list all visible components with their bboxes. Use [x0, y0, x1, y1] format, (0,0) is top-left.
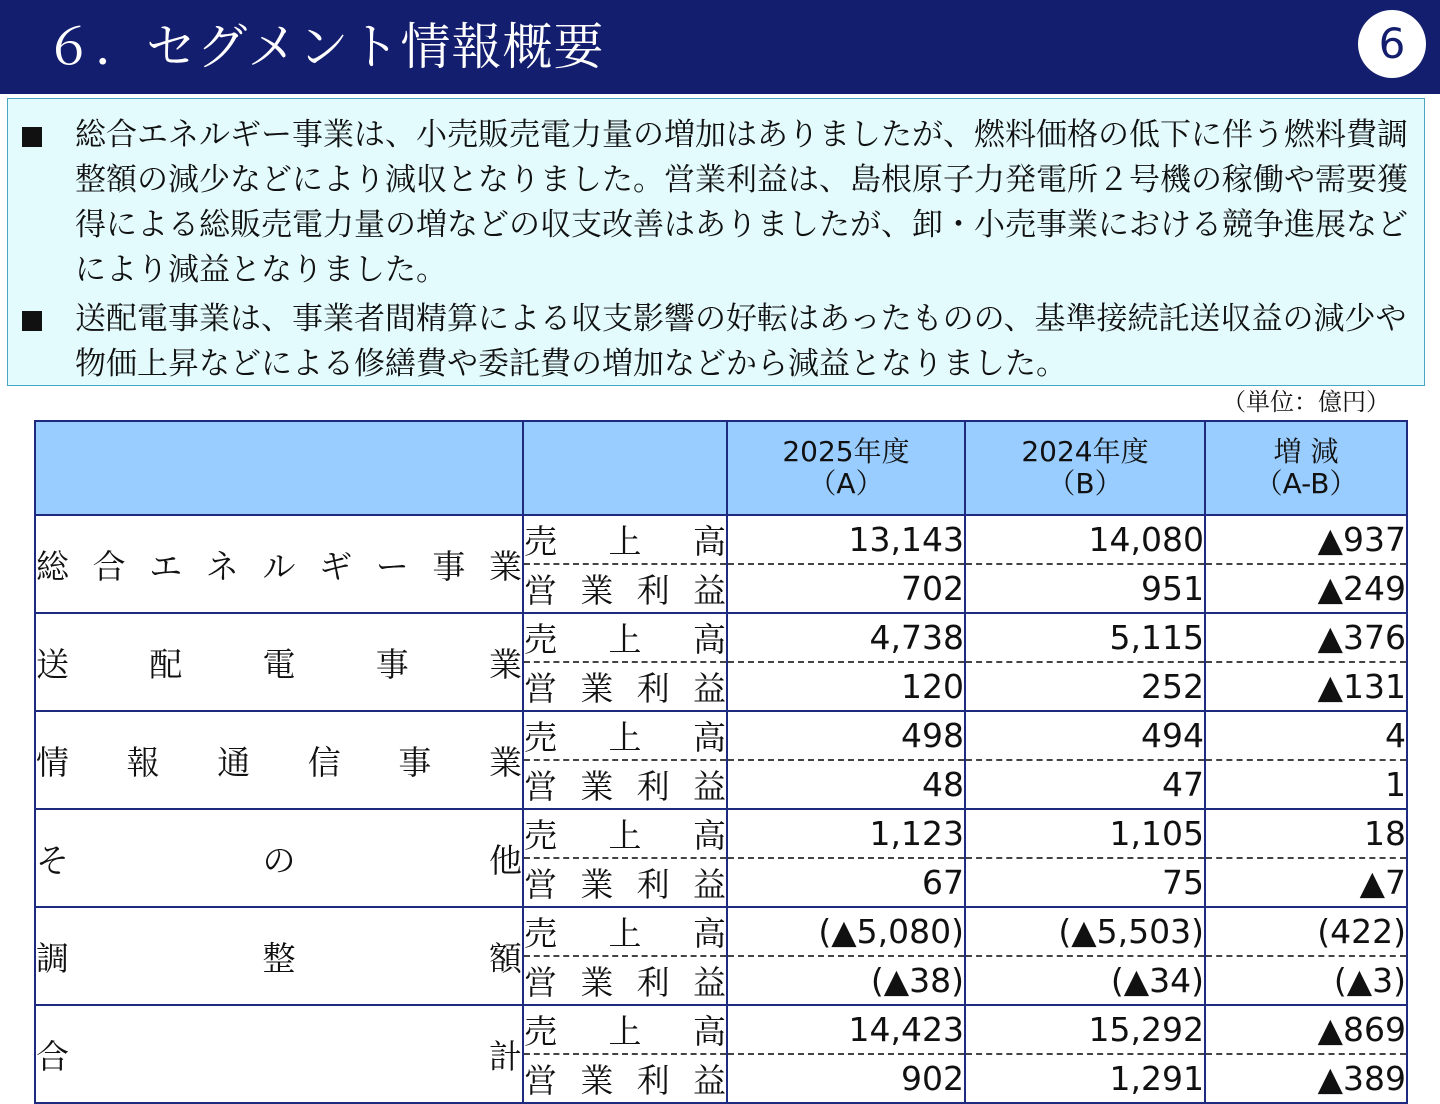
value-cell: 18 — [1205, 809, 1407, 858]
value-cell: (422) — [1205, 907, 1407, 956]
header-blank — [35, 421, 523, 515]
value-cell: 702 — [727, 564, 965, 613]
value-cell: 48 — [727, 760, 965, 809]
char: 事 — [375, 644, 409, 684]
item-sales — [523, 809, 727, 858]
char: 額 — [489, 938, 522, 978]
value-cell: 1,105 — [965, 809, 1205, 858]
value-cell: 75 — [965, 858, 1205, 907]
char: ネ — [205, 546, 239, 586]
char: ル — [262, 546, 296, 586]
char: 売 — [524, 620, 557, 659]
char: 高 — [693, 522, 726, 561]
page-number-badge: 6 — [1358, 10, 1426, 78]
value-cell: ▲376 — [1205, 613, 1407, 662]
summary-box — [7, 98, 1425, 386]
char: 利 — [636, 865, 670, 904]
value-cell: ▲869 — [1205, 1005, 1407, 1054]
char: そ — [36, 840, 69, 880]
char: 益 — [692, 963, 726, 1002]
item-operating-profit — [523, 956, 727, 1005]
char: 営 — [524, 767, 557, 806]
char: 上 — [608, 522, 642, 561]
value-cell: 951 — [965, 564, 1205, 613]
segment-name — [35, 711, 523, 809]
segment-table — [34, 420, 1408, 1104]
value-cell: ▲249 — [1205, 564, 1407, 613]
value-cell: 14,423 — [727, 1005, 965, 1054]
char: エ — [149, 546, 183, 586]
char: 営 — [524, 963, 557, 1002]
value-cell: 1,123 — [727, 809, 965, 858]
value-cell: 47 — [965, 760, 1205, 809]
char: 利 — [636, 669, 670, 708]
item-operating-profit — [523, 564, 727, 613]
char: 益 — [692, 865, 726, 904]
char: 報 — [126, 742, 160, 782]
square-bullet-icon — [22, 311, 42, 331]
char: 事 — [398, 742, 432, 782]
value-cell: ▲7 — [1205, 858, 1407, 907]
char: 業 — [580, 963, 614, 1002]
char: 利 — [636, 571, 670, 610]
char: 整 — [262, 938, 296, 978]
header-label: 2025年度 — [782, 435, 910, 468]
char: 調 — [36, 938, 69, 978]
char: 上 — [608, 816, 642, 855]
header-sublabel: （A） — [808, 467, 884, 500]
segment-name — [35, 809, 523, 907]
char: 信 — [307, 742, 341, 782]
header-sublabel: （B） — [1047, 467, 1123, 500]
char: 営 — [524, 1061, 557, 1100]
value-cell: ▲937 — [1205, 515, 1407, 564]
item-sales — [523, 515, 727, 564]
value-cell: 5,115 — [965, 613, 1205, 662]
char: 益 — [692, 767, 726, 806]
item-sales — [523, 711, 727, 760]
value-cell: (▲38) — [727, 956, 965, 1005]
char: 高 — [693, 816, 726, 855]
char: 売 — [524, 816, 557, 855]
header-label: 増 減 — [1273, 435, 1339, 468]
char: 業 — [489, 546, 522, 586]
char: 電 — [262, 644, 296, 684]
char: 送 — [36, 644, 69, 684]
item-sales — [523, 907, 727, 956]
char: 業 — [580, 571, 614, 610]
char: 合 — [92, 546, 126, 586]
char: 益 — [692, 669, 726, 708]
segment-name — [35, 1005, 523, 1103]
item-operating-profit — [523, 662, 727, 711]
char: ー — [375, 546, 409, 586]
table-row — [35, 515, 1407, 564]
segment-name — [35, 613, 523, 711]
value-cell: 902 — [727, 1054, 965, 1103]
item-sales — [523, 613, 727, 662]
char: 益 — [692, 1061, 726, 1100]
char: 業 — [580, 669, 614, 708]
header-label: 2024年度 — [1021, 435, 1149, 468]
char: 売 — [524, 718, 557, 757]
header-sublabel: （A-B） — [1254, 467, 1358, 500]
value-cell: 4 — [1205, 711, 1407, 760]
char: 合 — [36, 1036, 69, 1076]
value-cell: (▲5,080) — [727, 907, 965, 956]
char: 通 — [217, 742, 251, 782]
header-fy2025 — [727, 421, 965, 515]
segment-name — [35, 515, 523, 613]
value-cell: 4,738 — [727, 613, 965, 662]
char: 高 — [693, 1012, 726, 1051]
char: 売 — [524, 914, 557, 953]
char: 売 — [524, 1012, 557, 1051]
value-cell: ▲131 — [1205, 662, 1407, 711]
value-cell: 120 — [727, 662, 965, 711]
table-row — [35, 1005, 1407, 1054]
char: 利 — [636, 767, 670, 806]
char: 配 — [149, 644, 183, 684]
char: 営 — [524, 865, 557, 904]
char: 情 — [36, 742, 69, 782]
char: 利 — [636, 963, 670, 1002]
value-cell: 15,292 — [965, 1005, 1205, 1054]
square-bullet-icon — [22, 127, 42, 147]
value-cell: 1 — [1205, 760, 1407, 809]
char: 計 — [489, 1036, 522, 1076]
value-cell: 13,143 — [727, 515, 965, 564]
char: 業 — [580, 767, 614, 806]
item-sales — [523, 1005, 727, 1054]
value-cell: ▲389 — [1205, 1054, 1407, 1103]
summary-text: 総合エネルギー事業は、小売販売電力量の増加はありましたが、燃料価格の低下に伴う燃料費調整額の減少などにより減収となりました。営業利益は、島根原子力発電所２号機の稼働や需要獲得による総販売電力量の増などの収支改善はありましたが、卸・小売事業における競争進展などにより減益となりました。 — [75, 117, 1408, 288]
value-cell: 67 — [727, 858, 965, 907]
char: 他 — [489, 840, 522, 880]
header-blank — [523, 421, 727, 515]
char: 利 — [636, 1061, 670, 1100]
char: 高 — [693, 718, 726, 757]
header-change — [1205, 421, 1407, 515]
item-operating-profit — [523, 858, 727, 907]
item-operating-profit — [523, 760, 727, 809]
page-title: ６．セグメント情報概要 — [44, 18, 605, 76]
char: 事 — [432, 546, 466, 586]
value-cell: 14,080 — [965, 515, 1205, 564]
char: の — [262, 840, 296, 880]
char: 高 — [693, 620, 726, 659]
char: 売 — [524, 522, 557, 561]
char: 業 — [489, 644, 522, 684]
char: 営 — [524, 571, 557, 610]
segment-name — [35, 907, 523, 1005]
char: 益 — [692, 571, 726, 610]
char: 総 — [36, 546, 69, 586]
slide-header — [0, 0, 1440, 94]
char: 業 — [580, 865, 614, 904]
value-cell: 494 — [965, 711, 1205, 760]
table-row — [35, 613, 1407, 662]
unit-note: （単位：億円） — [1222, 388, 1390, 416]
value-cell: (▲3) — [1205, 956, 1407, 1005]
table-header-row — [35, 421, 1407, 515]
summary-text: 送配電事業は、事業者間精算による収支影響の好転はあったものの、基準接続託送収益の減少や物価上昇などによる修繕費や委託費の増加などから減益となりました。 — [75, 301, 1407, 382]
value-cell: (▲5,503) — [965, 907, 1205, 956]
table-row — [35, 809, 1407, 858]
char: 上 — [608, 1012, 642, 1051]
char: ギ — [319, 546, 353, 586]
value-cell: 252 — [965, 662, 1205, 711]
char: 業 — [580, 1061, 614, 1100]
value-cell: (▲34) — [965, 956, 1205, 1005]
header-fy2024 — [965, 421, 1205, 515]
value-cell: 498 — [727, 711, 965, 760]
char: 上 — [608, 718, 642, 757]
char: 高 — [693, 914, 726, 953]
char: 上 — [608, 914, 642, 953]
item-operating-profit — [523, 1054, 727, 1103]
char: 業 — [488, 742, 522, 782]
char: 営 — [524, 669, 557, 708]
table-row — [35, 907, 1407, 956]
table-row — [35, 711, 1407, 760]
char: 上 — [608, 620, 642, 659]
value-cell: 1,291 — [965, 1054, 1205, 1103]
